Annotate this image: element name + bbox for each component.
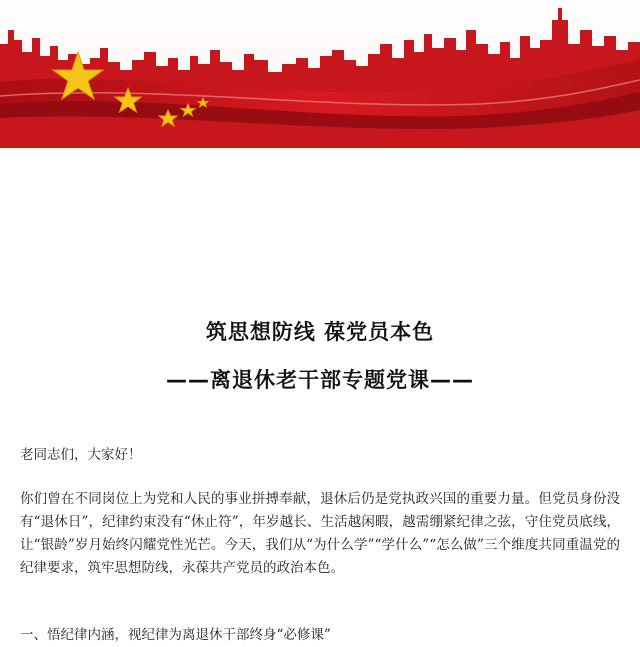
section-heading: 一、悟纪律内涵，视纪律为离退休干部终身“必修课” bbox=[20, 627, 331, 643]
document-title: 筑思想防线 葆党员本色 bbox=[205, 320, 435, 344]
document-subtitle: ——离退休老干部专题党课—— bbox=[166, 368, 474, 392]
greeting-text: 老同志们，大家好！ bbox=[20, 447, 142, 463]
header-banner bbox=[0, 0, 640, 148]
intro-paragraph: 你们曾在不同岗位上为党和人民的事业拼搏奉献，退休后仍是党执政兴国的重要力量。但党员身份没有“退休日”，纪律约束没有“休止符”，年岁越长、生活越闲暇，越需绷紧纪律之弦，守住党员底线，让“银龄”岁月始终闪耀党性光芒。今天，我们从“为什么学”“学什么”“怎么做”三个维度共同重温党的纪律要求，筑牢思想防线，永葆共产党员的政治本色。 bbox=[20, 491, 620, 576]
